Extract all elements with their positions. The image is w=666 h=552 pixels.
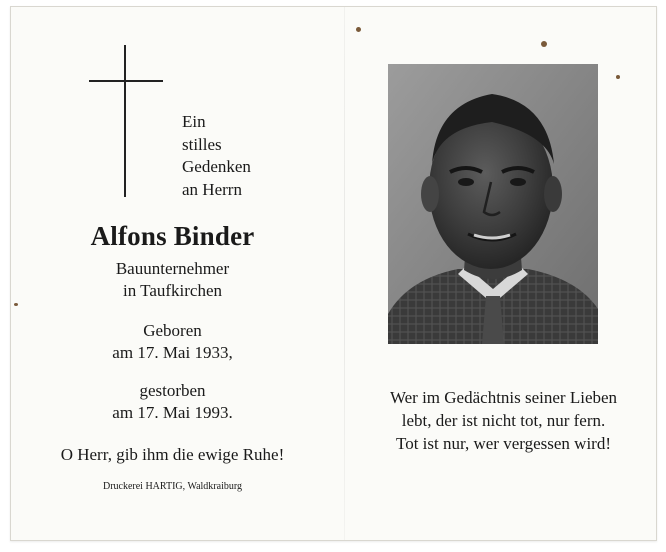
latin-cross-icon xyxy=(89,45,163,197)
paper-speck xyxy=(541,41,547,47)
paper-speck xyxy=(14,303,18,306)
memorial-card xyxy=(10,6,657,541)
intro-line: Gedenken xyxy=(182,157,251,176)
intro-line: Ein xyxy=(182,112,206,131)
intro-line: an Herrn xyxy=(182,179,242,199)
birth-line: Geboren xyxy=(143,321,202,340)
deceased-name: Alfons Binder xyxy=(90,221,255,251)
prayer-text: O Herr, gib ihm die ewige Ruhe! xyxy=(60,445,285,464)
printer-credit: Druckerei HARTIG, Waldkraiburg xyxy=(102,481,243,492)
poem-line: Tot ist nur, wer vergessen wird! xyxy=(396,434,611,453)
occupation-line: in Taufkirchen xyxy=(122,281,223,300)
poem-line: lebt, der ist nicht tot, nur fern. xyxy=(401,411,606,430)
portrait-photo xyxy=(388,64,598,344)
poem-line: Wer im Gedächtnis seiner Lieben xyxy=(389,388,618,407)
intro-text xyxy=(182,111,251,201)
death-line: am 17. Mai 1993. xyxy=(112,403,233,422)
occupation-line: Bauunternehmer xyxy=(115,259,230,278)
poem xyxy=(351,386,656,455)
death-line: gestorben xyxy=(139,381,206,400)
birth-line: am 17. Mai 1933, xyxy=(112,343,233,362)
birth-date xyxy=(11,320,334,364)
intro-line: stilles xyxy=(182,134,222,154)
paper-speck xyxy=(356,27,361,32)
death-date xyxy=(11,380,334,424)
paper-speck xyxy=(616,75,620,79)
card-fold-line xyxy=(344,7,345,540)
occupation xyxy=(11,258,334,302)
